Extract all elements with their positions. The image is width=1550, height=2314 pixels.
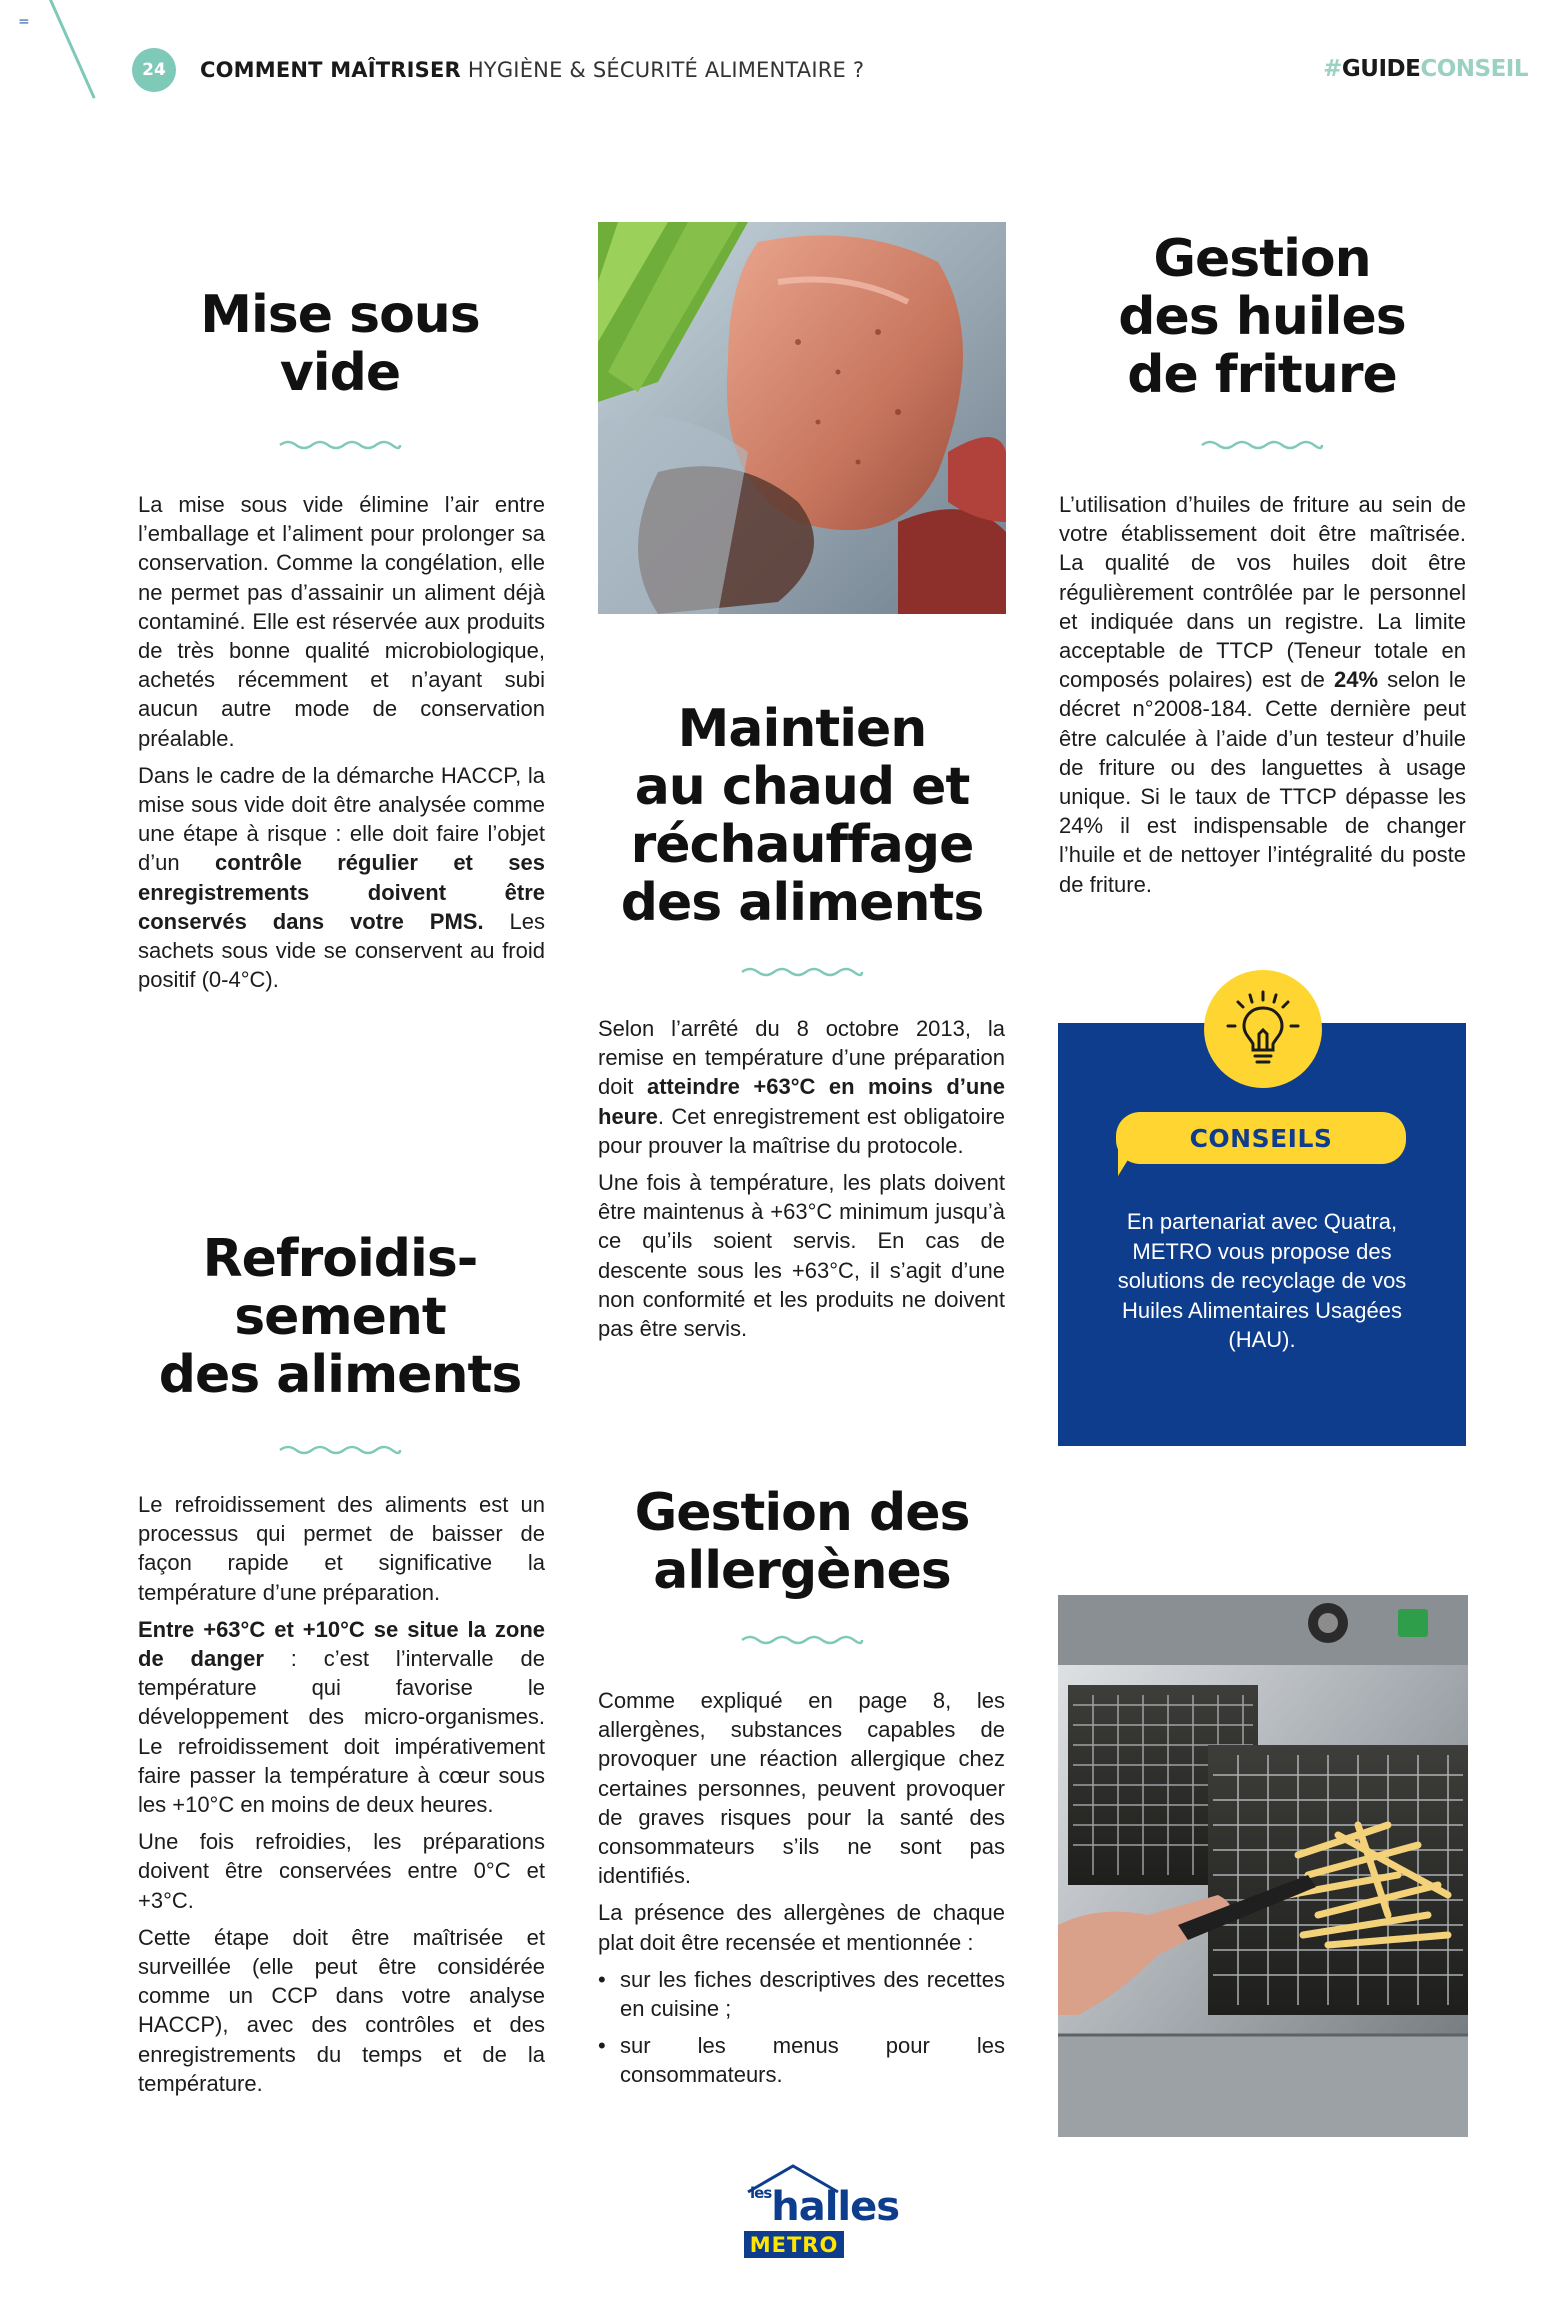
text-run: Selon l’arrêté du 8 octobre 2013, la remise en température d’une préparation doit [598,1016,1005,1100]
heading-line: Mise sous [200,285,480,345]
guide-part1: GUIDE [1341,56,1421,82]
heading-allergenes [580,1484,1024,1600]
list-item: • sur les fiches descriptives des recettes en cuisine ; [598,1965,1005,2023]
paragraph [598,1014,1005,1160]
corner-mark: = [18,14,30,30]
logo-les-text: les [750,2184,772,2202]
heading-line: au chaud et [634,757,970,817]
text-bold: contrôle régulier et ses enregistrements doivent être conservés dans votre PMS. [138,850,545,934]
paragraph: Une fois à température, les plats doivent être maintenus à +63°C minimum jusqu’à ce qu’ils soient servis. En cas de descente sous les +63°C, il s’agit d’une non conformité et les produits ne doivent pas être servis. [598,1170,1005,1342]
guide-hash: # [1323,56,1342,82]
text-refroidissement [138,1490,545,2106]
paragraph: Le refroidissement des aliments est un processus qui permet de baisser de façon rapide et significative la température d’une préparation. [138,1492,545,1605]
logo-halles-text [750,2184,899,2230]
header-title [200,58,864,82]
fryer-illustration [1058,1595,1468,2137]
logo-halles-word: halles [771,2184,900,2230]
guide-part2: CONSEIL [1420,56,1528,82]
text-run: : c’est l’intervalle de température qui favorise le développement des micro-organismes. Le refroidissement doit impérativement faire passer la température à cœur sous les +10°C en moins de deux heures. [138,1646,545,1818]
paragraph: La mise sous vide élimine l’air entre l’emballage et l’aliment pour prolonger sa conservation. Comme la congélation, elle ne permet pas d’assainir un aliment déjà contaminé. Elle est réservée aux produits de très bonne qualité microbiologique, achetés récemment et n’ayant subi aucun autre mode de conservation préalable. [138,492,545,751]
squiggle-divider [278,438,402,452]
text-run: . Cet enregistrement est obligatoire pour prouver la maîtrise du protocole. [598,1103,1005,1158]
header-diagonal-line [40,0,96,99]
conseils-label: CONSEILS [1116,1112,1406,1164]
heading-line: Maintien [677,699,927,759]
heading-line: des huiles [1118,287,1406,347]
heading-line: allergènes [653,1541,951,1601]
header-title-bold: COMMENT MAÎTRISER [200,58,461,82]
conseils-text: En partenariat avec Quatra, METRO vous propose des solutions de recyclage de vos Huiles Alimentaires Usagées (HAU). [1117,1209,1407,1352]
text-run: L’utilisation d’huiles de friture au sein de votre établissement doit être maîtrisée. La qualité de vos huiles doit être régulièrement contrôlée par le personnel et indiquée dans un registre. La limite acceptable de TTCP (Teneur totale en composés polaires) est de [1059,492,1466,693]
squiggle-divider [278,1443,402,1457]
list-item: • sur les menus pour les consommateurs. [598,2031,1005,2089]
heading-line: vide [279,343,401,403]
heading-line: Refroidis- [202,1229,478,1289]
photo-vacuum-packed-meat [598,222,1006,614]
heading-line: des aliments [158,1345,522,1405]
heading-line: réchauffage [630,815,974,875]
heading-line: de friture [1127,345,1397,405]
squiggle-divider [740,965,864,979]
paragraph [138,1615,545,1819]
paragraph: La présence des allergènes de chaque plat doit être recensée et mentionnée : [598,1900,1005,1955]
squiggle-divider [740,1633,864,1647]
heading-mise-sous-vide [140,286,540,402]
paragraph [138,761,545,995]
lightbulb-icon [1204,970,1322,1088]
text-mise-sous-vide [138,490,545,1002]
page-number-badge: 24 [132,48,176,92]
allergen-bullet-list [598,1965,1005,2090]
heading-huiles-de-friture [1054,230,1470,404]
photo-deep-fryer [1058,1595,1468,2137]
text-run: selon le décret n°2008-184. Cette dernière peut être calculée à l’aide d’un testeur d’huile de friture ou des languettes à usage unique. Si le taux de TTCP dépasse les 24% il est indispensable de changer l’huile et de nettoyer l’intégralité du poste de friture. [1059,667,1466,897]
squiggle-divider [1200,438,1324,452]
text-bold: atteindre +63°C en moins d’une heure [598,1074,1005,1129]
guide-conseil-tag [1323,56,1528,82]
heading-line: Gestion des [634,1483,970,1543]
text-bold: 24% [1333,667,1379,693]
text-run: Les sachets sous vide se conservent au froid positif (0-4°C). [138,908,545,993]
header-title-rest: HYGIÈNE & SÉCURITÉ ALIMENTAIRE ? [460,58,865,82]
text-maintien-au-chaud [598,1014,1005,1351]
heading-refroidissement [130,1230,550,1404]
heading-maintien-au-chaud [580,700,1024,932]
vacuum-meat-illustration [598,222,1006,614]
text-allergenes [598,1686,1005,2098]
text-huiles-de-friture [1059,490,1466,907]
text-bold: Entre +63°C et +10°C se situe la zone de danger [138,1616,545,1672]
paragraph: Cette étape doit être maîtrisée et surveillée (elle peut être considérée comme un CCP dans votre analyse HACCP), avec des contrôles et des enregistrements du temps et de la température. [138,1924,545,2096]
text-run: Dans le cadre de la démarche HACCP, la mise sous vide doit être analysée comme une étape à risque : elle doit faire l’objet d’un [138,762,545,876]
lightbulb-circle [1204,970,1322,1088]
logo-metro-text: METRO [744,2231,844,2258]
heading-line: sement [234,1287,446,1347]
paragraph [1059,490,1466,899]
heading-line: Gestion [1153,229,1371,289]
paragraph: Comme expliqué en page 8, les allergènes, substances capables de provoquer une réaction allergique chez certaines personnes, peuvent provoquer de graves risques pour la santé des consommateurs s’ils ne sont pas identifiés. [598,1688,1005,1889]
paragraph: Une fois refroidies, les préparations doivent être conservées entre 0°C et +3°C. [138,1829,545,1913]
heading-line: des aliments [620,873,984,933]
